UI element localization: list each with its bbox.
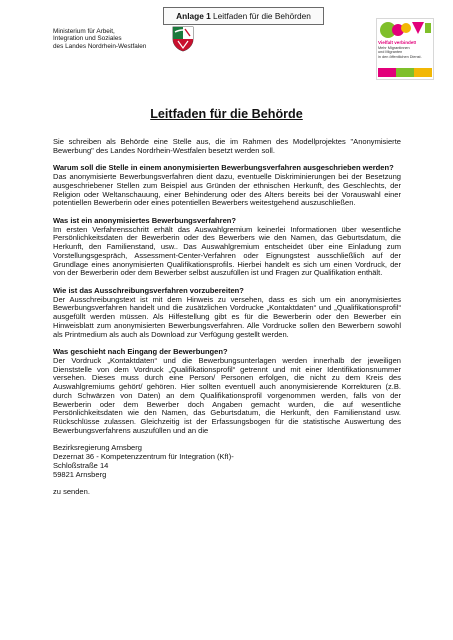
annex-label bbox=[163, 7, 324, 25]
ministry-line: Integration und Soziales bbox=[53, 35, 122, 43]
intro-paragraph: Sie schreiben als Behörde eine Stelle aus, die im Rahmen des Modellprojektes "Anonymisierte Bewerbung" des Landes Nordrhein-Westfalen besetzt werden soll. bbox=[53, 137, 401, 155]
address-line: Bezirksregierung Arnsberg bbox=[53, 443, 142, 453]
address-line: Schloßstraße 14 bbox=[53, 460, 109, 470]
section-answer: Im ersten Verfahrensschritt erhält das Auswahlgremium keinerlei Informationen über wesentliche Persönlichkeitsdaten der Bewerberin oder des Bewerbers wie den Namen, das Geburtsdatum, die Herkunft, den Familienstand, usw.. Das Auswahlgremium entscheidet über eine Einladung zum Vorstellungsgespräch, Assessment-Center-Verfahren oder Eignungstest ausschließlich auf der Grundlage eines anonymisierten Qualifikationsprofils. Hierbei handelt es sich um einen Vordruck, der von der Bewerberin oder dem Bewerber selbst auszufüllen ist und Fragen zur Qualifikation enthält. bbox=[53, 224, 401, 278]
document-body bbox=[53, 138, 401, 497]
section-question: Was geschieht nach Eingang der Bewerbungen? bbox=[53, 347, 228, 356]
logo-tagline: Vielfalt verbindet! bbox=[378, 40, 417, 45]
section-answer: Der Vordruck „Kontaktdaten“ und die Bewerbungsunterlagen werden innerhalb der jeweiligen Dienststelle von dem Vordruck „Qualifikationsprofil“ getrennt und mit einer Identifikationsnummer versehen. Dieses muss durch eine Person/ Personen erfolgen, die nicht zu dem Kreis des Auswahlgremiums gehört/ gehören. Hier sollten eventuell auch anonymisierende Korrekturen (z.B. durch Schwärzen von Daten) an dem Qualifikationsprofil vorgenommen werden, falls von der Bewerberin oder dem Bewerber doch Angaben gemacht wurden, die auf wesentliche Persönlichkeitsdaten wie den Namen, das Geburtsdatum, die Herkunft, den Familienstand usw. Rückschlüsse zulassen. Gleichzeitig ist der Erfassungsbogen für die statistische Auswertung des Bewerbungsverfahrens auszufüllen und an die bbox=[53, 355, 401, 435]
address-line: 59821 Arnsberg bbox=[53, 469, 107, 479]
logo-subline-line: in den öffentlichen Dienst. bbox=[378, 54, 422, 59]
logo-subline-line: Mehr Migrantinnen bbox=[378, 46, 410, 50]
annex-number: Anlage 1 bbox=[176, 11, 211, 21]
section-answer: Der Ausschreibungstext ist mit dem Hinweis zu versehen, dass es sich um ein anonymisiertes Bewerbungsverfahren handelt und die zusätzlichen Vordrucke „Kontaktdaten“ und „Qualifikationsprofil“ ausgefüllt werden müssen. Als Hilfestellung gibt es für die Bewerberin oder den Bewerber ein Hinweisblatt zum anonymisierten Bewerbungsverfahren. Alle Vordrucke sollen den Bewerbern sowohl als Printmedium als auch als Download zur Verfügung gestellt werden. bbox=[53, 294, 401, 339]
nrw-coat-of-arms-logo bbox=[172, 26, 194, 52]
section-question: Wie ist das Ausschreibungsverfahren vorzubereiten? bbox=[53, 285, 244, 295]
ministry-name bbox=[53, 28, 146, 50]
logo-subline-line: und Migranten bbox=[378, 50, 403, 55]
ministry-line: des Landes Nordrhein-Westfalen bbox=[53, 42, 147, 50]
section-question: Warum soll die Stelle in einem anonymisierten Bewerbungsverfahren ausgeschrieben werden? bbox=[53, 163, 394, 173]
annex-title: Leitfaden für die Behörden bbox=[213, 11, 311, 21]
ministry-line: Ministerium für Arbeit, bbox=[53, 28, 115, 35]
address-line: Dezernat 36 - Kompetenzzentrum für Integration (KfI)- bbox=[53, 452, 234, 461]
recipient-address bbox=[53, 444, 401, 479]
logo-subline bbox=[378, 46, 434, 59]
page-title: Leitfaden für die Behörde bbox=[150, 107, 303, 121]
closing-text: zu senden. bbox=[53, 487, 90, 496]
section-question: Was ist ein anonymisiertes Bewerbungsverfahren? bbox=[53, 215, 236, 225]
section-answer: Das anonymisierte Bewerbungsverfahren dient dazu, eventuelle Diskriminierungen bei der Besetzung ausgeschriebener Stellen zum Beispiel aus Gründen der ethnischen Herkunft, des Geschlechts, der Religion oder Weltanschauung, einer Behinderung oder des Alters bereits bei der Vorauswahl einer potentiellen Bewerberin oder eines potentiellen Bewerbers weitestgehend auszuschließen. bbox=[53, 172, 401, 208]
